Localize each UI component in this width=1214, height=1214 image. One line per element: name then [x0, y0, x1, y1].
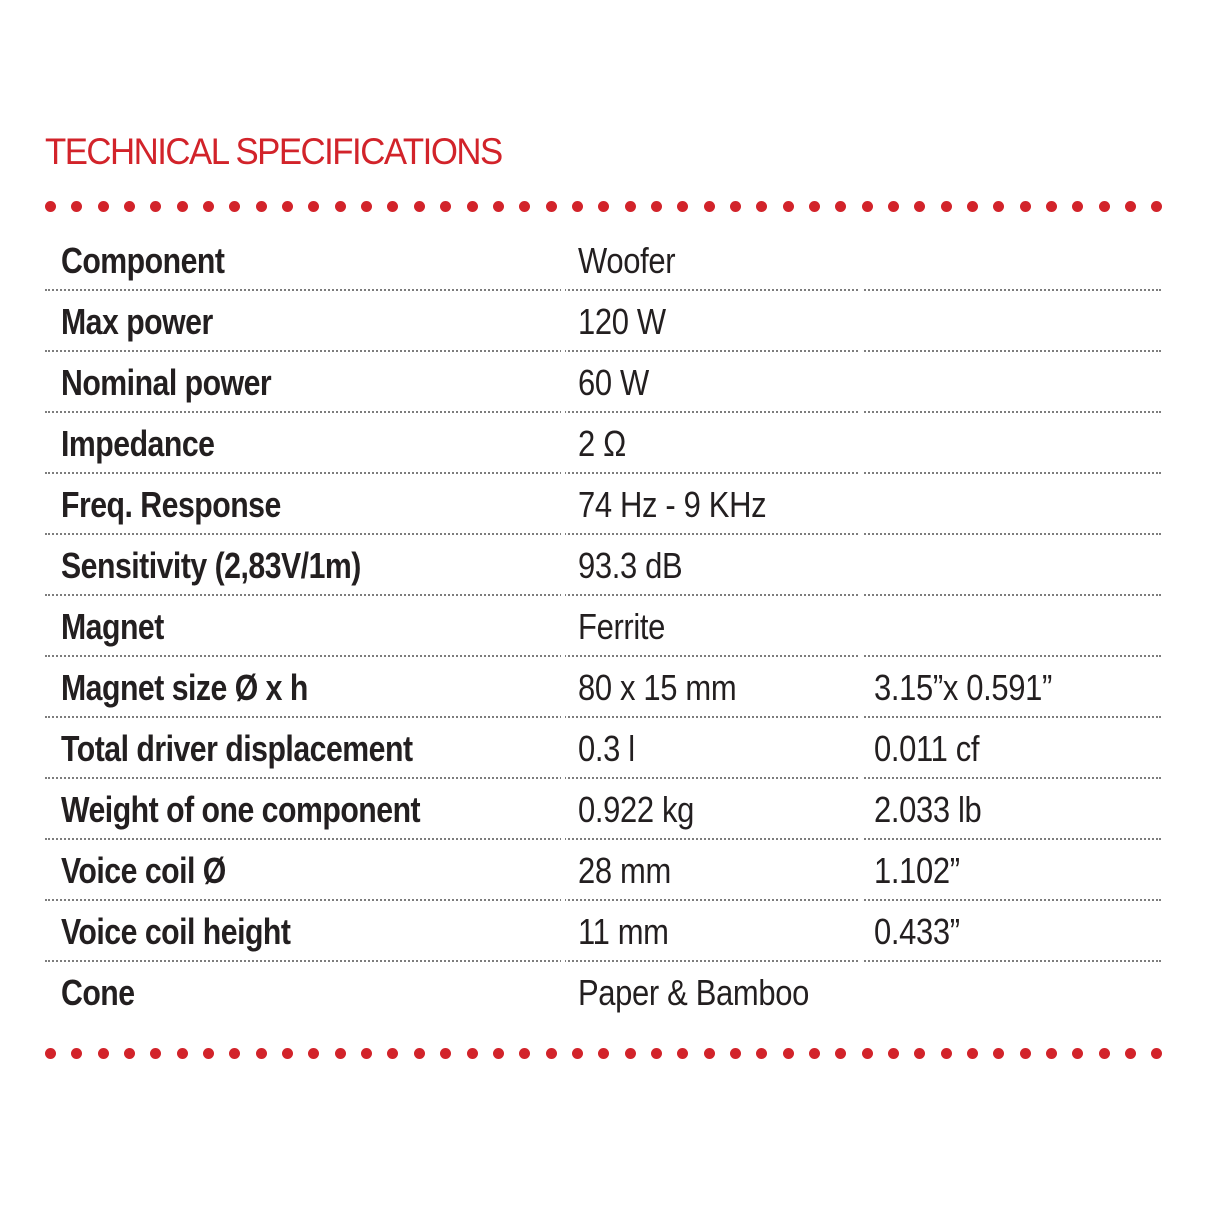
spec-value: Ferrite [578, 606, 666, 647]
divider-dot [71, 1048, 82, 1059]
spec-value: 0.3 l [578, 728, 635, 769]
spec-value: 0.922 kg [578, 789, 695, 830]
divider-dot [203, 201, 214, 212]
divider-dot [1020, 201, 1031, 212]
divider-dot [862, 1048, 873, 1059]
spec-label: Nominal power [61, 362, 272, 403]
divider-dot [519, 1048, 530, 1059]
divider-dot [282, 201, 293, 212]
divider-dot [546, 1048, 557, 1059]
divider-dot [71, 201, 82, 212]
spec-label: Weight of one component [61, 789, 421, 830]
divider-dot [335, 1048, 346, 1059]
divider-dot [335, 201, 346, 212]
divider-dot [387, 1048, 398, 1059]
divider-dot [625, 201, 636, 212]
divider-dot [625, 1048, 636, 1059]
spec-label: Sensitivity (2,83V/1m) [61, 545, 361, 586]
spec-row-nominal-power [45, 352, 1161, 413]
spec-row-magnet [45, 596, 1161, 657]
spec-row-weight [45, 779, 1161, 840]
spec-value-imperial: 3.15”x 0.591” [874, 667, 1052, 708]
spec-label: Cone [61, 972, 135, 1013]
divider-dot [467, 201, 478, 212]
divider-dot [1151, 201, 1162, 212]
spec-row-displacement [45, 718, 1161, 779]
divider-dot [98, 1048, 109, 1059]
divider-dot [1046, 1048, 1057, 1059]
divider-dot [888, 1048, 899, 1059]
divider-dot [651, 1048, 662, 1059]
spec-value: 2 Ω [578, 423, 626, 464]
divider-dot [1072, 1048, 1083, 1059]
divider-dot [1072, 201, 1083, 212]
spec-row-sensitivity [45, 535, 1161, 596]
divider-dot [572, 201, 583, 212]
divider-dot [598, 201, 609, 212]
divider-dot [150, 1048, 161, 1059]
divider-dot [1125, 201, 1136, 212]
divider-dot [809, 1048, 820, 1059]
divider-dot [572, 1048, 583, 1059]
divider-dot [361, 201, 372, 212]
divider-dot [546, 201, 557, 212]
divider-dot [730, 1048, 741, 1059]
divider-dot [229, 201, 240, 212]
spec-value-imperial: 0.011 cf [874, 728, 980, 769]
divider-dot [598, 1048, 609, 1059]
divider-dot [888, 201, 899, 212]
spec-value: 74 Hz - 9 KHz [578, 484, 767, 525]
divider-dot [1046, 201, 1057, 212]
divider-dot [993, 201, 1004, 212]
spec-label: Voice coil Ø [61, 850, 226, 891]
divider-dot [1151, 1048, 1162, 1059]
divider-dot [124, 1048, 135, 1059]
divider-dot [914, 1048, 925, 1059]
divider-dot [756, 201, 767, 212]
divider-dot [783, 1048, 794, 1059]
divider-dot [308, 1048, 319, 1059]
bottom-dotted-divider [45, 1047, 1163, 1059]
divider-dot [282, 1048, 293, 1059]
spec-value: 28 mm [578, 850, 671, 891]
spec-label: Impedance [61, 423, 215, 464]
spec-row-cone [45, 962, 1161, 1023]
spec-value-imperial: 2.033 lb [874, 789, 982, 830]
spec-label: Component [61, 240, 225, 281]
divider-dot [308, 201, 319, 212]
divider-dot [835, 1048, 846, 1059]
divider-dot [704, 1048, 715, 1059]
divider-dot [914, 201, 925, 212]
divider-dot [519, 201, 530, 212]
divider-dot [124, 201, 135, 212]
page-title: TECHNICAL SPECIFICATIONS [45, 131, 502, 172]
divider-dot [941, 201, 952, 212]
divider-dot [756, 1048, 767, 1059]
divider-dot [493, 1048, 504, 1059]
divider-dot [387, 201, 398, 212]
divider-dot [835, 201, 846, 212]
divider-dot [1125, 1048, 1136, 1059]
divider-dot [440, 201, 451, 212]
spec-row-component [45, 230, 1161, 291]
spec-row-freq-response [45, 474, 1161, 535]
divider-dot [783, 201, 794, 212]
divider-dot [361, 1048, 372, 1059]
divider-dot [414, 1048, 425, 1059]
divider-dot [809, 201, 820, 212]
spec-value: 60 W [578, 362, 649, 403]
divider-dot [98, 201, 109, 212]
divider-dot [967, 1048, 978, 1059]
spec-value-imperial: 0.433” [874, 911, 960, 952]
spec-row-voice-coil-height [45, 901, 1161, 962]
spec-row-magnet-size [45, 657, 1161, 718]
spec-label: Magnet [61, 606, 164, 647]
divider-dot [150, 201, 161, 212]
spec-value: 80 x 15 mm [578, 667, 737, 708]
divider-dot [256, 201, 267, 212]
divider-dot [1020, 1048, 1031, 1059]
spec-label: Magnet size Ø x h [61, 667, 308, 708]
divider-dot [177, 201, 188, 212]
spec-value-imperial: 1.102” [874, 850, 960, 891]
top-dotted-divider [45, 200, 1163, 212]
divider-dot [45, 1048, 56, 1059]
spec-label: Voice coil height [61, 911, 291, 952]
divider-dot [203, 1048, 214, 1059]
divider-dot [941, 1048, 952, 1059]
spec-row-impedance [45, 413, 1161, 474]
divider-dot [730, 201, 741, 212]
divider-dot [651, 201, 662, 212]
divider-dot [677, 201, 688, 212]
divider-dot [1099, 1048, 1110, 1059]
divider-dot [467, 1048, 478, 1059]
divider-dot [704, 201, 715, 212]
spec-value: Paper & Bamboo [578, 972, 809, 1013]
divider-dot [256, 1048, 267, 1059]
spec-row-max-power [45, 291, 1161, 352]
divider-dot [414, 201, 425, 212]
divider-dot [45, 201, 56, 212]
spec-row-voice-coil-diameter [45, 840, 1161, 901]
divider-dot [493, 201, 504, 212]
spec-value: Woofer [578, 240, 676, 281]
spec-label: Max power [61, 301, 213, 342]
divider-dot [967, 201, 978, 212]
divider-dot [1099, 201, 1110, 212]
divider-dot [229, 1048, 240, 1059]
spec-value: 120 W [578, 301, 666, 342]
spec-value: 11 mm [578, 911, 669, 952]
divider-dot [677, 1048, 688, 1059]
divider-dot [862, 201, 873, 212]
spec-label: Freq. Response [61, 484, 281, 525]
divider-dot [993, 1048, 1004, 1059]
spec-value: 93.3 dB [578, 545, 683, 586]
divider-dot [177, 1048, 188, 1059]
divider-dot [440, 1048, 451, 1059]
spec-label: Total driver displacement [61, 728, 413, 769]
spec-table [45, 230, 1161, 1023]
